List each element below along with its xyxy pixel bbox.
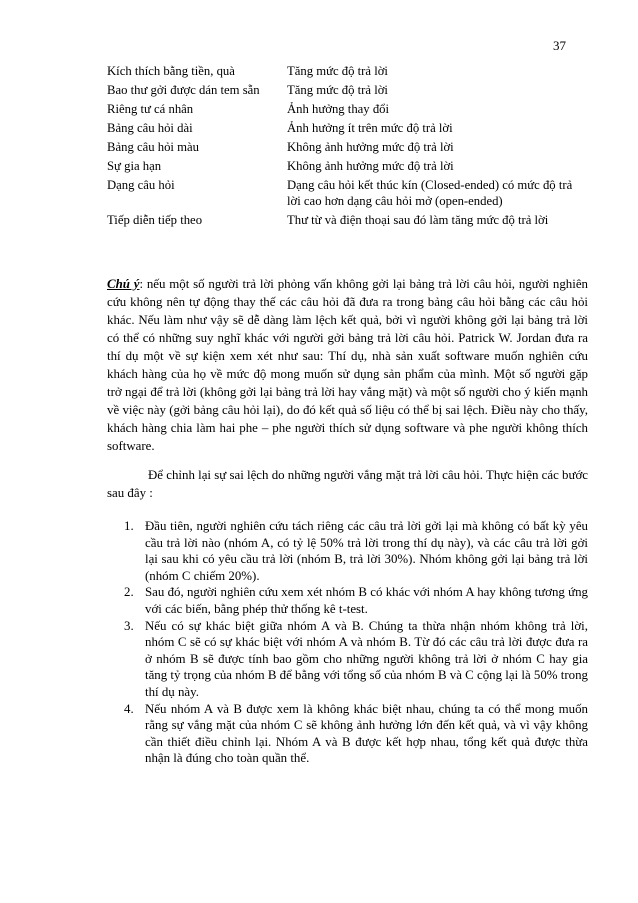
list-item — [107, 584, 588, 617]
factor-cell: Tiếp diễn tiếp theo — [107, 213, 203, 227]
intro-paragraph: Để chỉnh lại sự sai lệch do những người vắng mặt trả lời câu hỏi. Thực hiện các bước sau đây : — [107, 468, 588, 500]
factor-cell: Bao thư gởi được dán tem sẵn — [107, 83, 260, 97]
effect-cell: Không ảnh hưởng mức độ trả lời — [287, 159, 454, 173]
response-factors-table — [107, 63, 587, 231]
table-row — [107, 158, 587, 177]
step-text: Đầu tiên, người nghiên cứu tách riêng các câu trả lời gởi lại mà không có bất kỳ yêu cầu trả lời nào (nhóm A, có tỷ lệ 50% trả lời trong thí dụ này), và các câu trả lời gởi lại sau khi có yêu cầu trả lời (nhóm B, trả lời 30%). Nhóm không gởi lại bảng trả lời (nhóm C chiếm 20%). — [145, 519, 588, 583]
step-number: 1. — [124, 519, 134, 533]
list-item — [107, 518, 588, 584]
steps-list — [107, 518, 588, 767]
note-paragraph — [107, 275, 588, 455]
table-row — [107, 101, 587, 120]
effect-cell: Dạng câu hỏi kết thúc kín (Closed-ended) có mức độ trả lời cao hơn dạng câu hỏi mở (open-ended) — [287, 178, 573, 208]
table-row — [107, 63, 587, 82]
effect-cell: Thư từ và điện thoại sau đó làm tăng mức độ trả lời — [287, 213, 549, 227]
table-row — [107, 120, 587, 139]
step-number: 4. — [124, 701, 134, 716]
factor-cell: Bảng câu hỏi dài — [107, 121, 193, 135]
step-text: Nếu có sự khác biệt giữa nhóm A và B. Chúng ta thừa nhận nhóm không trả lời, nhóm C sẽ có sự khác biệt với nhóm A và nhóm B. Từ đó các câu trả lời được đưa ra ở nhóm B sẽ được tính bao gồm cho những người không trả lời ở nhóm C hay gia tăng tỷ trọng của nhóm B để bằng với tổng số của nhóm B và C cộng lại là 50% trong thí dụ này. — [145, 618, 588, 699]
effect-cell: Tăng mức độ trả lời — [287, 83, 388, 97]
table-row — [107, 212, 587, 231]
step-number: 2. — [124, 585, 134, 600]
table-row — [107, 82, 587, 101]
list-item — [107, 701, 588, 767]
factor-cell: Bảng câu hỏi màu — [107, 140, 199, 154]
factor-cell: Dạng câu hỏi — [107, 178, 175, 192]
step-text: Sau đó, người nghiên cứu xem xét nhóm B có khác với nhóm A hay không tương ứng với các biến, bằng phép thử thống kê t-test. — [145, 585, 588, 616]
effect-cell: Ảnh hưởng ít trên mức độ trả lời — [287, 121, 453, 135]
effect-cell: Không ảnh hưởng mức độ trả lời — [287, 140, 454, 154]
list-item — [107, 618, 588, 701]
effect-cell: Ảnh hưởng thay đổi — [287, 102, 390, 116]
step-text: Nếu nhóm A và B được xem là không khác biệt nhau, chúng ta có thể mong muốn rằng sự vắng mặt của nhóm C sẽ không ảnh hưởng lớn đến kết quả, và vì vậy không cần thiết điều chỉnh lại. Nhóm A và B được kết hợp nhau, tổng kết quả được thừa nhận là đúng cho toàn quần thể. — [145, 701, 588, 766]
note-text: : nếu một số người trả lời phỏng vấn không gởi lại bảng trả lời câu hỏi, người nghiên cứu không nên tự động thay thế các câu hỏi đã đưa ra trong bảng câu hỏi bằng các câu hỏi khác. Nếu làm như vậy sẽ dễ dàng làm lệch kết quả, bởi vì người không gởi lại bảng trả lời có thể có những suy nghĩ khác với người gởi bảng trả lời câu hỏi. Patrick W. Jordan đưa ra thí dụ một về sự kiện xem xét như sau: Thí dụ, nhà sản xuất software muốn nghiên cứu khách hàng của họ về mức độ mong muốn sử dụng sản phẩm của mình. Một số người gặp trở ngại để trả lời (không gởi lại bảng trả lời hay vắng mặt) và một số người cho ý kiến mạnh về việc này (gởi bảng câu hỏi lại), do đó kết quả số liệu có thể bị sai lệch. Điều này cho thấy, khách hàng chia làm hai phe – phe người thích sử dụng software và phe người không thích software. — [107, 277, 588, 453]
step-number: 3. — [124, 618, 134, 633]
factor-cell: Riêng tư cá nhân — [107, 102, 194, 116]
table-row — [107, 139, 587, 158]
factor-cell: Sự gia hạn — [107, 159, 162, 173]
table-row — [107, 177, 587, 212]
note-label: Chú ý — [107, 277, 140, 291]
page-number: 37 — [553, 38, 566, 53]
effect-cell: Tăng mức độ trả lời — [287, 64, 388, 78]
factor-cell: Kích thích bằng tiền, quà — [107, 64, 235, 78]
